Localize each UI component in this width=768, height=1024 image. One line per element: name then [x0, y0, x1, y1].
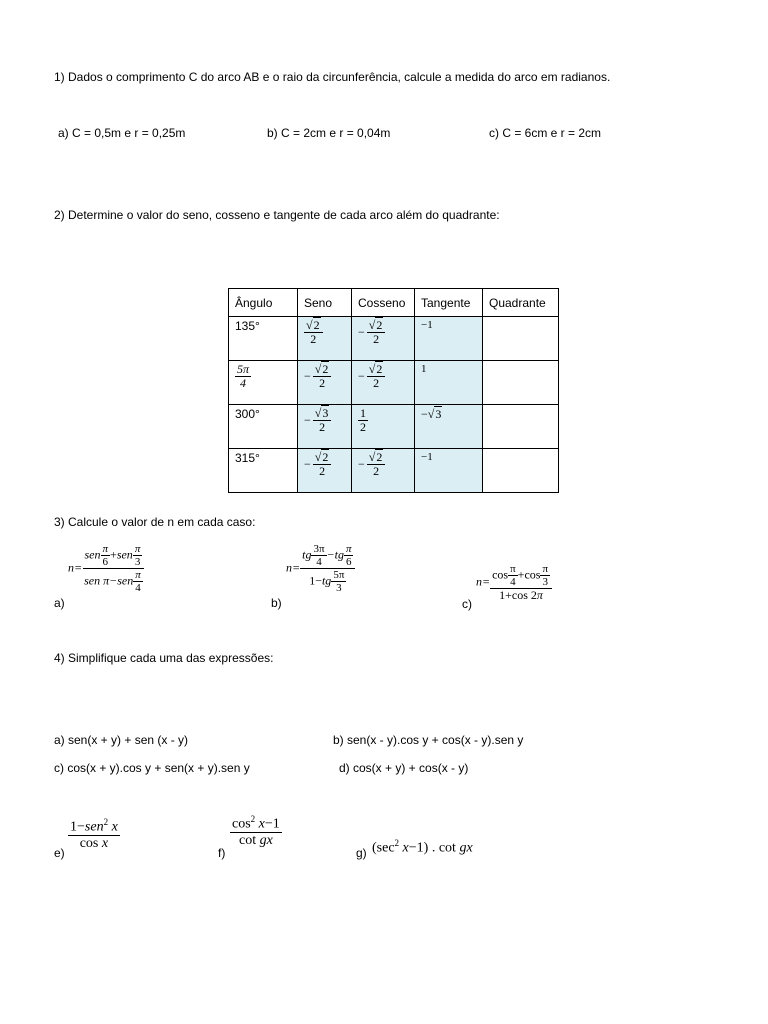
q4-formula-g: ($\sec^2$ x−1) . cot gx [372, 838, 473, 856]
trig-table [228, 288, 559, 493]
q1-item-c: c) C = 6cm e r = 2cm [489, 126, 602, 140]
q2-title: 2) Determine o valor do seno, cosseno e tangente de cada arco além do quadrante: [54, 208, 500, 222]
q4-label-g: g) [356, 846, 367, 860]
header-tangente: Tangente [415, 289, 483, 317]
q4-item-b: b) sen(x - y).cos y + cos(x - y).sen y [333, 733, 524, 747]
cosseno-cell: − $\frac{√2}{2}$ [352, 449, 415, 493]
q3-formula-a: n= sen $\frac{\pi}{6}$ +sen $\frac{\pi}{3}$ sen π−sen $\frac{\pi}{4}$ [68, 543, 145, 594]
q1-item-b: b) C = 2cm e r = 0,04m [267, 126, 391, 140]
angle-cell: $\frac{5\pi}{4}$ [229, 361, 298, 405]
q4-label-e: e) [54, 846, 65, 860]
q3-label-c: c) [462, 597, 472, 611]
angle-cell: 300° [229, 405, 298, 449]
q4-item-c: c) cos(x + y).cos y + sen(x + y).sen y [54, 761, 250, 775]
quadrante-cell[interactable] [483, 361, 559, 405]
table-row [229, 405, 559, 449]
q3-title: 3) Calcule o valor de n em cada caso: [54, 515, 256, 529]
tangente-cell: −1 [415, 317, 483, 361]
cosseno-cell: − $\frac{√2}{2}$ [352, 361, 415, 405]
quadrante-cell[interactable] [483, 449, 559, 493]
table-row [229, 449, 559, 493]
quadrante-cell[interactable] [483, 405, 559, 449]
q4-label-f: f) [218, 846, 226, 860]
cosseno-cell: $\frac{1}{2}$ [352, 405, 415, 449]
tangente-cell: −√3 [415, 405, 483, 449]
header-cosseno: Cosseno [352, 289, 415, 317]
table-row [229, 361, 559, 405]
q4-title: 4) Simplifique cada uma das expressões: [54, 651, 274, 665]
table-row [229, 317, 559, 361]
cosseno-cell: − $\frac{√2}{2}$ [352, 317, 415, 361]
q3-formula-c: n= cos $\frac{\pi}{4}$ +cos $\frac{\pi}{3}$ 1+cos 2π [476, 563, 552, 602]
q3-formula-b: n= tg $\frac{3\pi}{4}$ −tg $\frac{\pi}{6}$ 1−tg $\frac{5\pi}{3}$ [286, 543, 355, 594]
tangente-cell: 1 [415, 361, 483, 405]
q4-item-a: a) sen(x + y) + sen (x - y) [54, 733, 189, 747]
header-angulo: Ângulo [229, 289, 298, 317]
seno-cell: $\frac{√2}{2}$ [298, 317, 352, 361]
q4-item-d: d) cos(x + y) + cos(x - y) [339, 761, 469, 775]
tangente-cell: −1 [415, 449, 483, 493]
angle-cell: 135° [229, 317, 298, 361]
q4-formula-e: $\frac{1-sen^2 x}{\text{cos x}}$ [70, 817, 118, 852]
seno-cell: − $\frac{√3}{2}$ [298, 405, 352, 449]
angle-cell: 315° [229, 449, 298, 493]
q3-label-a: a) [54, 596, 65, 610]
seno-cell: − $\frac{√2}{2}$ [298, 449, 352, 493]
q4-formula-f: $\frac{\cos^2 x-1}{\text{cot gx}}$ [232, 814, 280, 849]
q3-label-b: b) [271, 596, 282, 610]
q1-title: 1) Dados o comprimento C do arco AB e o raio da circunferência, calcule a medida do arco em radianos. [54, 70, 611, 84]
seno-cell: − $\frac{√2}{2}$ [298, 361, 352, 405]
header-seno: Seno [298, 289, 352, 317]
table-header-row [229, 289, 559, 317]
header-quadrante: Quadrante [483, 289, 559, 317]
quadrante-cell[interactable] [483, 317, 559, 361]
q1-item-a: a) C = 0,5m e r = 0,25m [58, 126, 186, 140]
